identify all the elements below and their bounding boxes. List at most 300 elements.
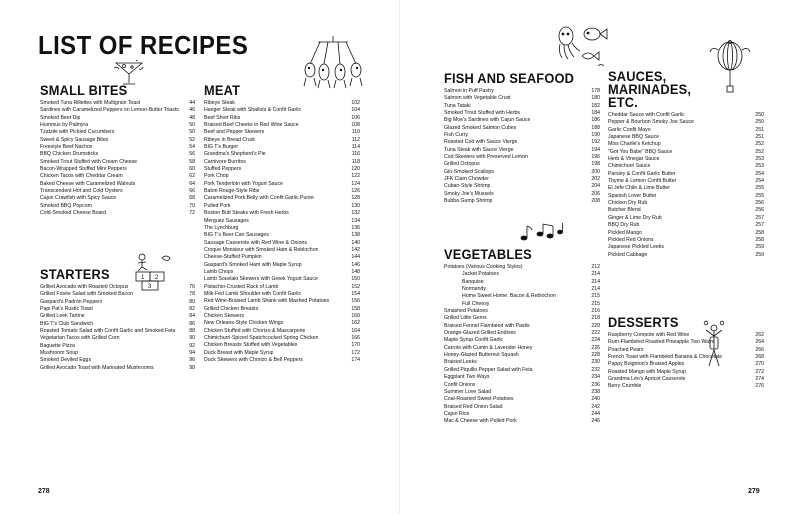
recipe-name: Confit Onions [444, 381, 476, 388]
recipe-page: 230 [591, 359, 600, 366]
recipe-page: 257 [755, 214, 764, 221]
recipe-row [444, 279, 600, 286]
recipe-row [204, 232, 360, 239]
recipe-page: 226 [591, 344, 600, 351]
recipe-row [444, 161, 600, 168]
recipe-page: 272 [755, 368, 764, 375]
section-title: FISH AND SEAFOOD [444, 71, 575, 86]
recipe-row [444, 286, 600, 293]
recipe-name: Grilled Piquillo Pepper Salad with Feta [444, 366, 533, 373]
recipe-page: 251 [755, 134, 764, 141]
recipe-name: Full Cheesy [462, 300, 490, 307]
recipe-name: Gaspard's Padrón Peppers [40, 298, 103, 305]
recipe-page: 114 [351, 144, 360, 151]
recipe-row [444, 176, 600, 183]
recipe-row [608, 112, 764, 119]
recipe-list [204, 100, 360, 364]
recipe-name: Chicken Skewers [204, 312, 245, 319]
recipe-name: Croque Monsieur with Smoked Ham & Reblochon [204, 246, 319, 253]
recipe-page: 96 [189, 357, 195, 364]
recipe-name: Spanish Lover Butter [608, 192, 657, 199]
recipe-row [444, 411, 600, 418]
recipe-page: 122 [351, 173, 360, 180]
recipe-row [608, 207, 764, 214]
recipe-row [40, 129, 195, 136]
recipe-name: Sausage Casserole with Red Wine & Onions [204, 239, 307, 246]
recipe-page: 160 [351, 312, 360, 319]
page-title: LIST OF RECIPES [38, 30, 249, 60]
recipe-row [608, 237, 764, 244]
puppets-illustration [298, 34, 368, 90]
recipe-name: Carnivore Burritos [204, 158, 246, 165]
recipe-name: Bacon-Wrapped Stuffed Mini Peppers [40, 166, 127, 173]
recipe-name: Caramelized Pork Belly with Confit Garlic Purée [204, 195, 314, 202]
recipe-row [204, 188, 360, 195]
recipe-page: 206 [591, 190, 600, 197]
page-number-right: 279 [748, 488, 760, 495]
recipe-page: 172 [351, 349, 360, 356]
recipe-row [444, 132, 600, 139]
recipe-page: 138 [351, 232, 360, 239]
recipe-page: 215 [591, 293, 600, 300]
section-vegetables [444, 248, 600, 426]
recipe-name: Freestyle Beef Nachos [40, 144, 93, 151]
recipe-page: 190 [591, 132, 600, 139]
recipe-page: 70 [189, 202, 195, 209]
recipe-page: 250 [755, 112, 764, 118]
recipe-name: Duck Skewers with Chorizo & Bell Peppers [204, 357, 303, 364]
recipe-page: 86 [189, 320, 195, 327]
recipe-row [40, 173, 195, 180]
recipe-name: Pulled Pork [204, 202, 231, 209]
recipe-row [444, 301, 600, 308]
recipe-page: 84 [189, 313, 195, 320]
recipe-name: Gin-Smoked Scallops [444, 168, 494, 175]
recipe-name: Banquise [462, 278, 484, 285]
recipe-row [204, 262, 360, 269]
recipe-name: Ginger & Lime Dry Rub [608, 214, 662, 221]
recipe-name: Pickled Red Onions [608, 236, 654, 243]
recipe-row [40, 144, 195, 151]
recipe-name: Ribeye Steak [204, 100, 235, 106]
recipe-name: Papi Pat's Rustic Toast [40, 306, 93, 313]
recipe-row [608, 141, 764, 148]
recipe-name: Baguette Pizza [40, 342, 75, 349]
recipe-page: 156 [351, 298, 360, 305]
recipe-row [40, 188, 195, 195]
recipe-page: 82 [189, 306, 195, 313]
recipe-row [444, 264, 600, 271]
recipe-name: Roasted Tomato Salad with Confit Garlic and Smoked Feta [40, 328, 176, 335]
recipe-page: 106 [351, 114, 360, 121]
recipe-list [608, 332, 764, 391]
recipe-row [608, 252, 764, 259]
recipe-row [608, 222, 764, 229]
recipe-page: 44 [189, 100, 195, 106]
recipe-page: 198 [591, 161, 600, 168]
recipe-name: Parsley & Confit Garlic Butter [608, 170, 676, 177]
recipe-page: 142 [351, 246, 360, 253]
recipe-page: 102 [351, 100, 360, 106]
recipe-page: 186 [591, 117, 600, 124]
recipe-name: Grandma's Shepherd's Pie [204, 151, 266, 158]
recipe-name: Home Sweet Home: Bacon & Reblochon [462, 293, 556, 300]
recipe-row [444, 367, 600, 374]
recipe-page: 148 [351, 268, 360, 275]
recipe-page: 208 [591, 198, 600, 205]
recipe-page: 255 [755, 185, 764, 192]
section-title-line: MARINADES, [608, 82, 692, 97]
svg-text:2: 2 [155, 275, 159, 281]
recipe-page: 252 [755, 141, 764, 148]
recipe-page: 244 [591, 410, 600, 417]
recipe-name: Chicken Stuffed with Chorizo & Mascarpone [204, 327, 306, 334]
recipe-name: Chicken Tacos with Cheddar Cream [40, 173, 123, 180]
recipe-row [204, 129, 360, 136]
recipe-page: 192 [591, 139, 600, 146]
recipe-name: Japanese Pickled Leeks [608, 244, 664, 251]
recipe-name: BIG T's Club Sandwich [40, 320, 94, 327]
recipe-row [444, 271, 600, 278]
recipe-page: 259 [755, 244, 764, 251]
recipe-page: 124 [351, 180, 360, 187]
recipe-row [444, 374, 600, 381]
recipe-row [444, 337, 600, 344]
recipe-row [608, 193, 764, 200]
recipe-row [40, 122, 195, 129]
recipe-row [204, 269, 360, 276]
recipe-name: Beef and Pepper Skewers [204, 129, 265, 136]
recipe-name: Bubba Gump Shrimp [444, 198, 493, 205]
recipe-page: 184 [591, 110, 600, 117]
recipe-page: 46 [189, 107, 195, 114]
section-title-line: ETC. [608, 95, 638, 110]
recipe-page: 253 [755, 163, 764, 170]
section-title: SMALL BITES [40, 83, 128, 98]
recipe-row [444, 389, 600, 396]
recipe-name: Mushroom Soup [40, 350, 79, 357]
recipe-page: 216 [591, 308, 600, 315]
recipe-row [608, 332, 764, 339]
recipe-row [204, 181, 360, 188]
recipe-page: 72 [189, 210, 195, 217]
recipe-page: 128 [351, 195, 360, 202]
svg-text:1: 1 [141, 275, 145, 281]
recipe-row [204, 342, 360, 349]
recipe-name: Orange-Glazed Grilled Endives [444, 330, 516, 337]
recipe-row [608, 163, 764, 170]
recipe-page: 94 [189, 350, 195, 357]
recipe-name: Tzatziki with Pickled Cucumbers [40, 129, 115, 136]
recipe-name: Braised Fennel Flambéed with Pastis [444, 322, 530, 329]
recipe-page: 212 [591, 264, 600, 270]
recipe-page: 256 [755, 200, 764, 207]
recipe-name: Cheese-Stuffed Pumpkin [204, 254, 262, 261]
recipe-name: Poached Pears [608, 346, 644, 353]
recipe-name: Raspberry Compote with Red Wine [608, 332, 690, 338]
recipe-name: Salmon in Puff Pastry [444, 88, 494, 94]
recipe-name: Miss Charlie's Ketchup [608, 141, 661, 148]
recipe-page: 240 [591, 396, 600, 403]
recipe-page: 258 [755, 229, 764, 236]
recipe-page: 242 [591, 403, 600, 410]
recipe-row [608, 369, 764, 376]
recipe-name: Grilled Avocado Toast with Marinated Mushrooms [40, 364, 154, 371]
recipe-page: 276 [755, 383, 764, 390]
recipe-page: 146 [351, 261, 360, 268]
recipe-page: 274 [755, 376, 764, 383]
recipe-row [204, 122, 360, 129]
recipe-page: 68 [189, 195, 195, 202]
recipe-name: Smoked Deviled Eggs [40, 357, 92, 364]
recipe-row [204, 357, 360, 364]
recipe-name: El Jefe Chile & Lime Butter [608, 185, 670, 192]
section-desserts [608, 316, 764, 391]
recipe-name: Pappy Boignton's Braised Apples [608, 361, 685, 368]
recipe-page: 214 [591, 278, 600, 285]
recipe-row [608, 156, 764, 163]
recipe-name: Fish Curry [444, 132, 468, 139]
recipe-page: 252 [755, 148, 764, 155]
recipe-row [204, 240, 360, 247]
recipe-name: Smashed Potatoes [444, 308, 488, 315]
recipe-row [444, 103, 600, 110]
recipe-row [444, 404, 600, 411]
recipe-name: Tuna Steak with Sauce Vierge [444, 146, 514, 153]
recipe-name: Grandma Léo's Apricot Casserole [608, 376, 686, 383]
recipe-name: Gaspard's Smoked Ham with Maple Syrup [204, 261, 302, 268]
recipe-row [608, 347, 764, 354]
recipe-row [444, 308, 600, 315]
recipe-name: Chicken Breasts Stuffed with Vegetables [204, 342, 298, 349]
recipe-row [444, 183, 600, 190]
recipe-row [40, 357, 195, 364]
recipe-row [204, 203, 360, 210]
section-meat [204, 84, 360, 364]
recipe-row [444, 110, 600, 117]
recipe-row [444, 330, 600, 337]
recipe-page: 238 [591, 388, 600, 395]
recipe-page: 158 [351, 305, 360, 312]
recipe-row [40, 210, 195, 217]
recipe-page: 60 [189, 166, 195, 173]
recipe-name: Pistachio-Crusted Rack of Lamb [204, 283, 279, 290]
recipe-row [608, 354, 764, 361]
section-title: STARTERS [40, 267, 110, 282]
recipe-name: Braised Red Onion Salad [444, 403, 503, 410]
recipe-row [40, 181, 195, 188]
recipe-name: Ribeye in Bread Crust [204, 136, 255, 143]
recipe-page: 136 [351, 224, 360, 231]
recipe-page: 214 [591, 286, 600, 293]
recipe-name: Red Wine-Braised Lamb Shank with Mashed Potatoes [204, 298, 330, 305]
recipe-name: Mac & Cheese with Pulled Pork [444, 418, 517, 425]
recipe-page: 54 [189, 144, 195, 151]
recipe-name: Coal-Roasted Sweet Potatoes [444, 396, 514, 403]
recipe-row [204, 306, 360, 313]
recipe-name: Baton Rouge-Style Ribs [204, 188, 260, 195]
recipe-row [608, 134, 764, 141]
recipe-page: 236 [591, 381, 600, 388]
recipe-name: Potatoes (Various Cooking Styles) [444, 264, 523, 270]
section-small-bites [40, 84, 195, 218]
section-title [608, 70, 756, 109]
recipe-list [608, 112, 764, 259]
recipe-name: BIG T's Beer Can Sausages [204, 232, 269, 239]
recipe-row [608, 119, 764, 126]
recipe-name: Roasted Mango with Maple Syrup [608, 368, 686, 375]
recipe-name: New Orleans-Style Chicken Wings [204, 320, 284, 327]
recipe-page: 56 [189, 151, 195, 158]
recipe-row [608, 215, 764, 222]
recipe-page: 251 [755, 126, 764, 133]
recipe-row [204, 335, 360, 342]
recipe-name: Butcher Blend [608, 207, 641, 214]
recipe-name: Braised Beef Cheeks in Red Wine Sauce [204, 122, 299, 129]
recipe-page: 246 [591, 418, 600, 425]
recipe-page: 62 [189, 173, 195, 180]
recipe-name: Smoked BBQ Popcorn [40, 202, 93, 209]
recipe-row [608, 149, 764, 156]
recipe-row [444, 169, 600, 176]
recipe-row [204, 284, 360, 291]
recipe-page: 110 [351, 129, 360, 136]
recipe-page: 215 [591, 300, 600, 307]
recipe-row [204, 225, 360, 232]
recipe-name: Berry Crumble [608, 383, 642, 390]
recipe-row [444, 191, 600, 198]
recipe-page: 52 [189, 136, 195, 143]
recipe-page: 182 [591, 102, 600, 109]
recipe-name: Smoked Trout Stuffed with Cream Cheese [40, 158, 138, 165]
recipe-page: 134 [351, 217, 360, 224]
recipe-row [40, 306, 195, 313]
recipe-row [40, 299, 195, 306]
recipe-name: Transcendent Hot and Cold Oysters [40, 188, 123, 195]
recipe-name: Herb & Vinegar Sauce [608, 156, 660, 163]
recipe-page: 104 [351, 107, 360, 114]
recipe-page: 130 [351, 202, 360, 209]
recipe-name: Cuban-Style Shrimp [444, 183, 491, 190]
section-sauces [608, 70, 764, 259]
recipe-name: Milk-Fed Lamb Shoulder with Confit Garlic [204, 290, 302, 297]
recipe-row [40, 343, 195, 350]
recipe-name: Japanese BBQ Sauce [608, 134, 660, 141]
recipe-page: 268 [755, 354, 764, 361]
recipe-page: 188 [591, 124, 600, 131]
recipe-page: 66 [189, 188, 195, 195]
recipe-page: 152 [351, 283, 360, 290]
recipe-page: 92 [189, 342, 195, 349]
recipe-name: Normandy [462, 286, 486, 293]
recipe-row [204, 320, 360, 327]
recipe-name: Honey-Glazed Butternut Squash [444, 352, 519, 359]
recipe-name: Glazed Smoked Salmon Cubes [444, 124, 517, 131]
recipe-row [444, 117, 600, 124]
recipe-page: 259 [755, 251, 764, 258]
recipe-list [444, 88, 600, 206]
recipe-page: 174 [351, 357, 360, 364]
recipe-name: Cheddar Sauce with Confit Garlic [608, 112, 685, 118]
recipe-page: 194 [591, 146, 600, 153]
recipe-name: Salmon with Vegetable Crust [444, 95, 511, 102]
recipe-page: 140 [351, 239, 360, 246]
recipe-name: Jacket Potatoes [462, 271, 499, 278]
recipe-row [204, 107, 360, 114]
recipe-name: Chimichurri Sauce [608, 163, 651, 170]
recipe-page: 254 [755, 178, 764, 185]
recipe-row [204, 218, 360, 225]
recipe-page: 164 [351, 327, 360, 334]
recipe-page: 262 [755, 332, 764, 338]
recipe-page: 178 [591, 88, 600, 94]
recipe-page: 180 [591, 95, 600, 102]
recipe-page: 258 [755, 236, 764, 243]
recipe-row [40, 328, 195, 335]
recipe-page: 253 [755, 156, 764, 163]
recipe-row [204, 115, 360, 122]
recipe-page: 202 [591, 176, 600, 183]
recipe-row [40, 321, 195, 328]
recipe-page: 90 [189, 335, 195, 342]
recipe-name: Pork Chop [204, 173, 229, 180]
section-title: VEGETABLES [444, 247, 532, 262]
recipe-name: Big Moe's Sardines with Cajun Sauce [444, 117, 531, 124]
recipe-page: 116 [351, 151, 360, 158]
recipe-name: Chicken Dry Rub [608, 200, 648, 207]
recipe-name: Cold-Smoked Cheese Board [40, 210, 107, 217]
recipe-page: 264 [755, 339, 764, 346]
recipe-row [40, 151, 195, 158]
recipe-name: Eggplant Two Ways [444, 374, 490, 381]
recipe-page: 250 [755, 119, 764, 126]
recipe-row [204, 313, 360, 320]
recipe-name: Baked Cheese with Caramelized Walnuts [40, 180, 136, 187]
recipe-row [204, 350, 360, 357]
recipe-name: Grilled Chicken Breasts [204, 305, 259, 312]
recipe-page: 126 [351, 188, 360, 195]
recipe-page: 218 [591, 315, 600, 322]
recipe-row [40, 137, 195, 144]
recipe-page: 144 [351, 254, 360, 261]
recipe-page: 64 [189, 180, 195, 187]
recipe-name: Cod Skewers with Preserved Lemon [444, 154, 528, 161]
recipe-row [444, 315, 600, 322]
recipe-row [204, 166, 360, 173]
recipe-page: 118 [351, 158, 360, 165]
recipe-page: 270 [755, 361, 764, 368]
recipe-name: Roasted Cod with Sauce Vierge [444, 139, 518, 146]
page-number-left: 278 [38, 488, 50, 495]
recipe-row [204, 210, 360, 217]
recipe-page: 76 [189, 284, 195, 290]
recipe-row [204, 291, 360, 298]
recipe-name: Pickled Mango [608, 229, 643, 236]
recipe-row [204, 254, 360, 261]
recipe-row [40, 350, 195, 357]
recipe-name: Rum-Flambéed Roasted Pineapple Two Ways [608, 339, 715, 346]
recipe-name: Hummus by Palmyra [40, 122, 89, 129]
recipe-row [444, 382, 600, 389]
recipe-name: Smoky Joe's Mussels [444, 190, 494, 197]
recipe-name: The Lynchburg [204, 224, 239, 231]
recipe-row [444, 125, 600, 132]
recipe-name: Pepper & Bourbon Smoky Joe Sauce [608, 119, 694, 126]
section-starters [40, 268, 195, 372]
recipe-list [444, 264, 600, 426]
right-page [400, 0, 800, 514]
recipe-page: 228 [591, 352, 600, 359]
